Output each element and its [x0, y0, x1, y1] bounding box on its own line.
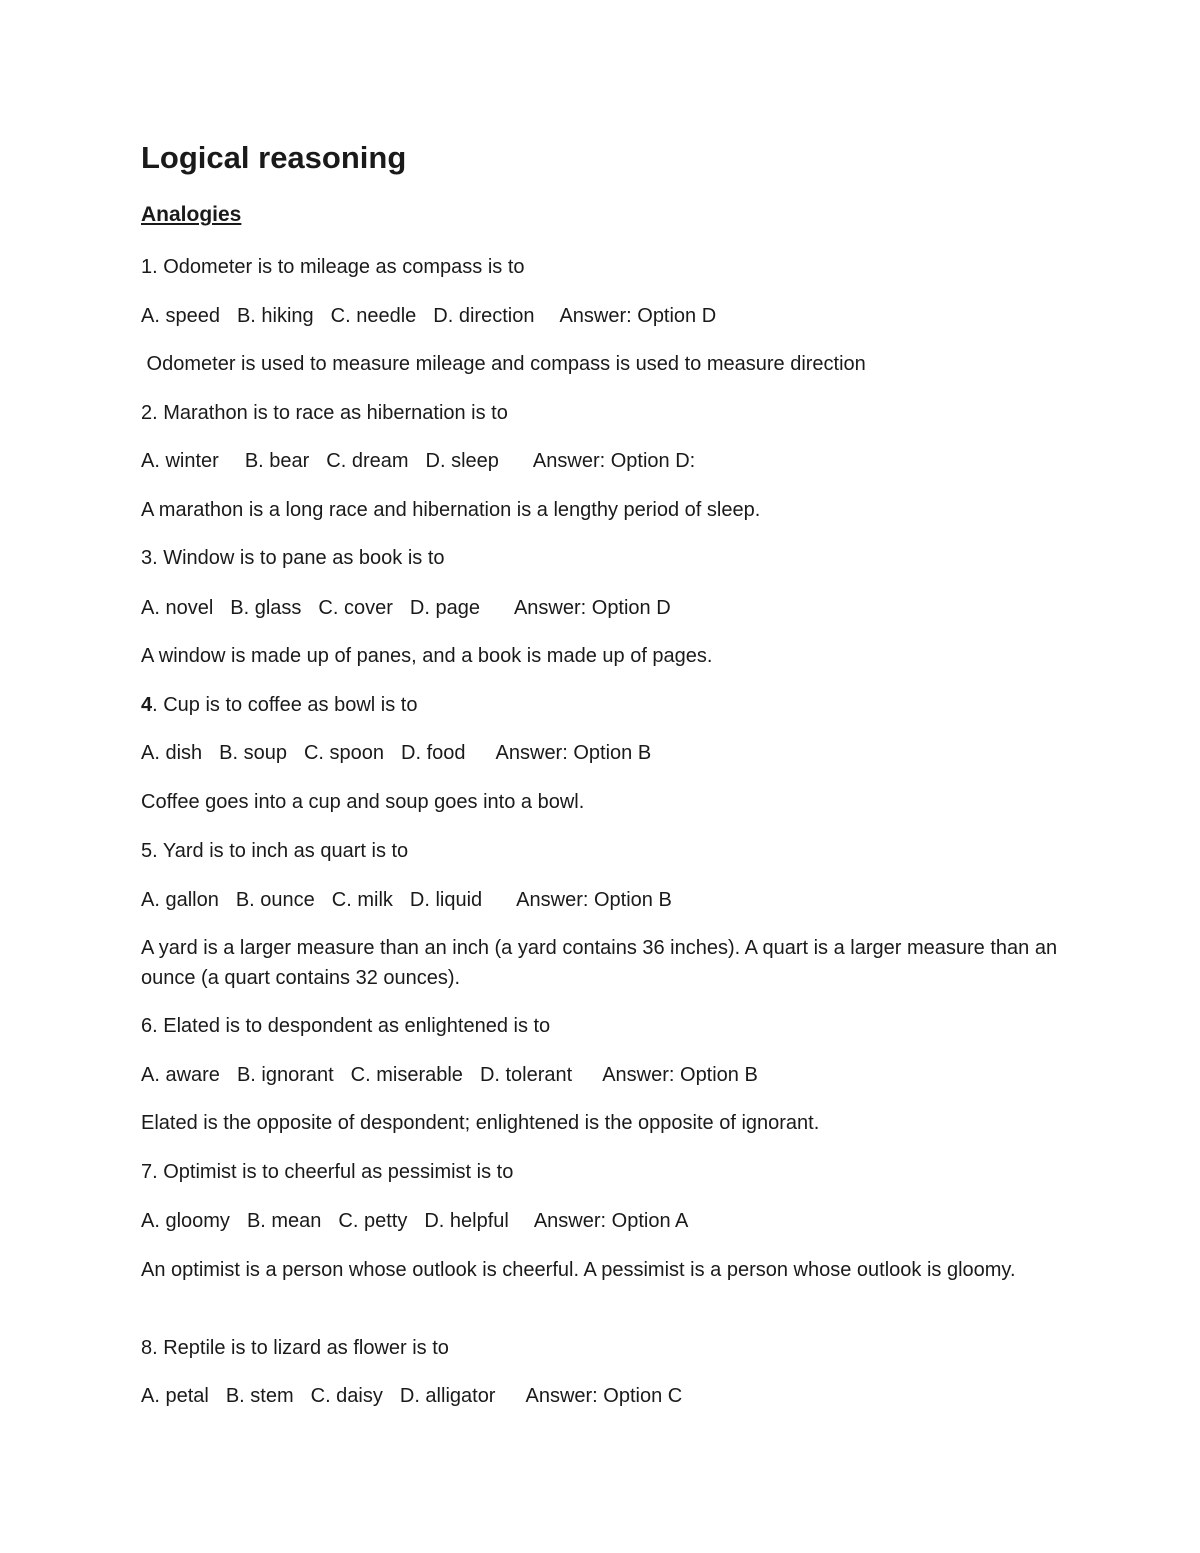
option-c: C. spoon	[303, 742, 385, 764]
question-6: 6. Elated is to despondent as enlightened is to	[141, 1015, 551, 1037]
option-c: C. miserable	[350, 1064, 463, 1086]
option-a: A. gloomy	[141, 1210, 230, 1232]
option-b: B. ounce	[235, 889, 315, 911]
options-5	[141, 885, 672, 915]
option-a: A. aware	[141, 1064, 220, 1086]
explanation-6: Elated is the opposite of despondent; enlightened is the opposite of ignorant.	[141, 1112, 820, 1134]
option-b: B. soup	[219, 742, 287, 764]
option-d: D. tolerant	[479, 1064, 573, 1086]
explanation-5: A yard is a larger measure than an inch (a yard contains 36 inches). A quart is a larger measure than an ounce (a quart contains 32 ounces).	[141, 937, 1058, 989]
question-7: 7. Optimist is to cheerful as pessimist is to	[141, 1161, 514, 1183]
answer: Answer: Option B	[495, 742, 652, 764]
question-2: 2. Marathon is to race as hibernation is to	[141, 402, 508, 424]
option-a: A. gallon	[141, 889, 219, 911]
question-5: 5. Yard is to inch as quart is to	[141, 840, 409, 862]
option-d: D. direction	[433, 305, 535, 327]
question-4	[141, 690, 417, 720]
option-b: B. glass	[230, 597, 302, 619]
explanation-7: An optimist is a person whose outlook is cheerful. A pessimist is a person whose outlook is gloomy.	[141, 1259, 1016, 1281]
option-b: B. hiking	[236, 305, 314, 327]
options-6	[141, 1060, 758, 1090]
option-d: D. page	[409, 597, 480, 619]
section-heading: Analogies	[141, 203, 242, 226]
answer: Answer: Option B	[602, 1064, 758, 1086]
option-a: A. dish	[141, 742, 203, 764]
explanation-2: A marathon is a long race and hibernation is a lengthy period of sleep.	[141, 499, 761, 521]
option-c: C. cover	[318, 597, 393, 619]
answer: Answer: Option C	[525, 1385, 683, 1407]
explanation-4: Coffee goes into a cup and soup goes into a bowl.	[141, 791, 585, 813]
answer: Answer: Option A	[533, 1210, 689, 1232]
option-a: A. winter	[141, 450, 219, 472]
explanation-3: A window is made up of panes, and a book is made up of pages.	[141, 645, 713, 667]
option-d: D. liquid	[409, 889, 483, 911]
option-d: D. food	[401, 742, 466, 764]
option-b: B. ignorant	[236, 1064, 334, 1086]
option-b: B. bear	[244, 450, 310, 472]
explanation-1: Odometer is used to measure mileage and compass is used to measure direction	[141, 353, 866, 375]
option-c: C. petty	[338, 1210, 408, 1232]
options-2	[141, 446, 695, 476]
option-d: D. alligator	[399, 1385, 496, 1407]
option-d: D. helpful	[424, 1210, 509, 1232]
question-number: 4	[141, 694, 153, 716]
answer: Answer: Option B	[516, 889, 672, 911]
option-a: A. petal	[141, 1385, 209, 1407]
option-a: A. speed	[141, 305, 220, 327]
option-c: C. dream	[326, 450, 409, 472]
page-title: Logical reasoning	[141, 140, 407, 175]
question-text: . Cup is to coffee as bowl is to	[152, 694, 418, 716]
question-8: 8. Reptile is to lizard as flower is to	[141, 1337, 449, 1359]
options-1	[141, 301, 716, 331]
answer: Answer: Option D:	[532, 450, 696, 472]
option-a: A. novel	[141, 597, 214, 619]
options-4	[141, 738, 651, 768]
option-c: C. daisy	[310, 1385, 383, 1407]
option-d: D. sleep	[425, 450, 499, 472]
answer: Answer: Option D	[559, 305, 717, 327]
option-b: B. stem	[225, 1385, 294, 1407]
options-7	[141, 1206, 688, 1236]
option-b: B. mean	[246, 1210, 322, 1232]
question-3: 3. Window is to pane as book is to	[141, 547, 445, 569]
answer: Answer: Option D	[513, 597, 671, 619]
option-c: C. needle	[330, 305, 417, 327]
options-3	[141, 593, 671, 623]
options-8	[141, 1381, 682, 1411]
option-c: C. milk	[331, 889, 393, 911]
question-1: 1. Odometer is to mileage as compass is to	[141, 256, 525, 278]
